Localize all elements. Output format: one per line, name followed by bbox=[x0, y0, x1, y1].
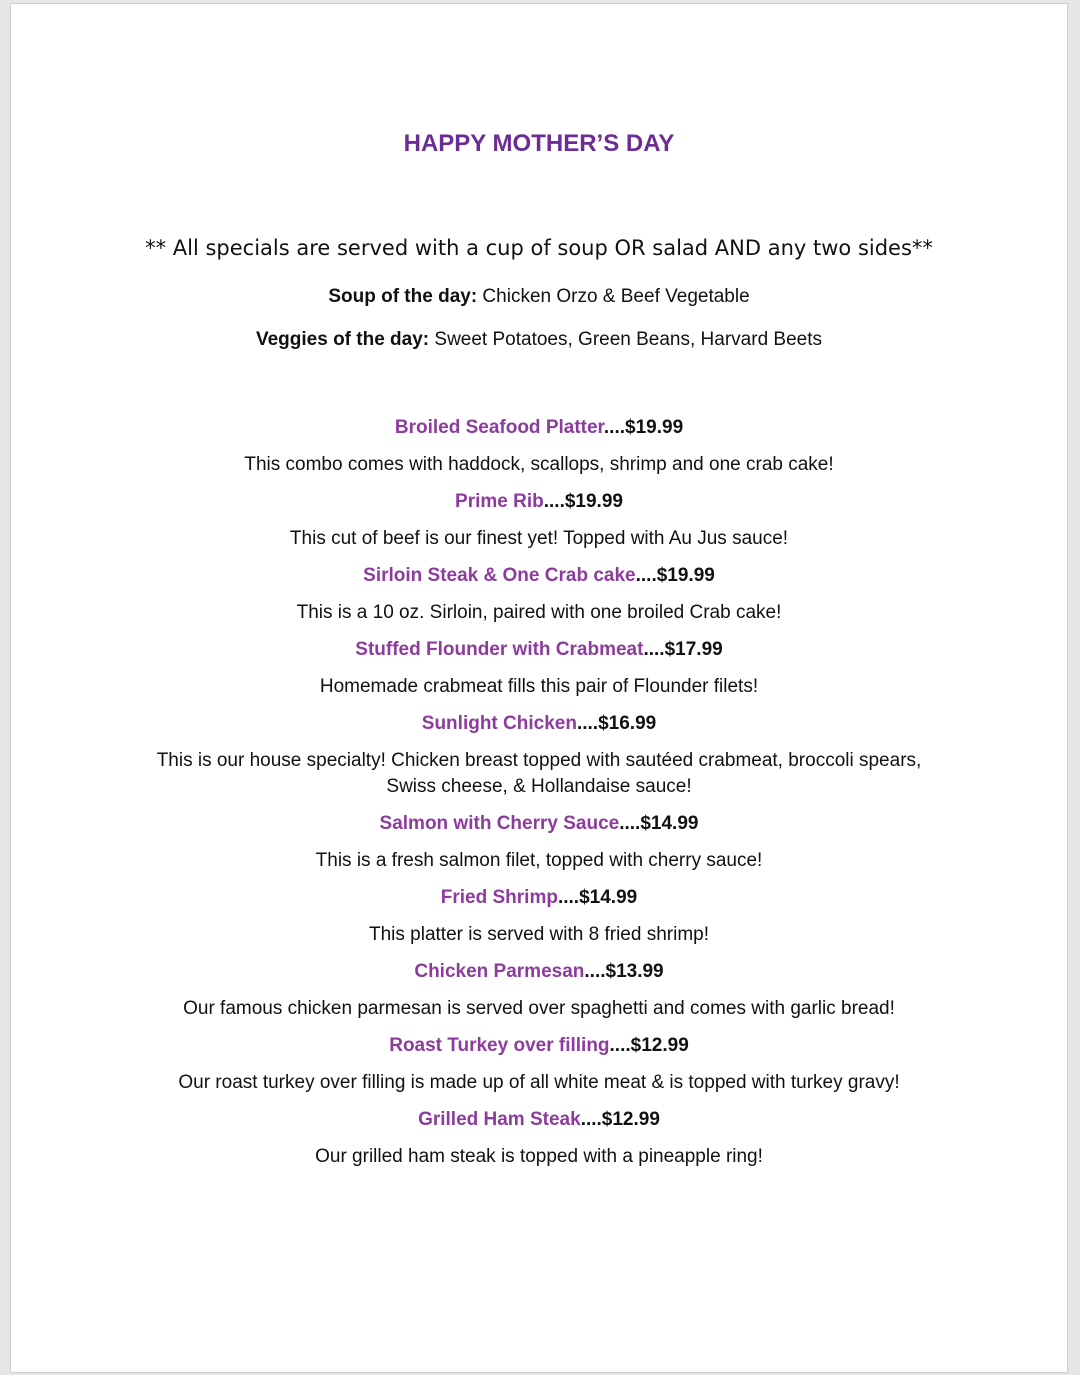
item-description: This combo comes with haddock, scallops, shrimp and one crab cake! bbox=[244, 454, 834, 475]
menu-item bbox=[11, 957, 1067, 1022]
menu-item bbox=[11, 883, 1067, 948]
item-name: Stuffed Flounder with Crabmeat bbox=[355, 639, 644, 660]
item-name: Salmon with Cherry Sauce bbox=[379, 813, 620, 834]
item-name: Chicken Parmesan bbox=[414, 961, 585, 982]
item-title bbox=[11, 957, 1067, 987]
item-title bbox=[11, 635, 1067, 665]
item-title bbox=[11, 1105, 1067, 1135]
item-name: Prime Rib bbox=[455, 491, 544, 512]
menu-item bbox=[11, 809, 1067, 874]
veggies-label: Veggies of the day: bbox=[255, 329, 430, 350]
item-title bbox=[11, 413, 1067, 443]
specials-note: ** All specials are served with a cup of soup OR salad AND any two sides** bbox=[145, 236, 933, 260]
soup-value: Chicken Orzo & Beef Vegetable bbox=[477, 286, 750, 307]
item-description: This is our house specialty! Chicken breast topped with sautéed crabmeat, broccoli spears, Swiss cheese, & Hollandaise sauce! bbox=[156, 750, 922, 797]
item-price: ....$13.99 bbox=[584, 961, 664, 982]
menu-item bbox=[11, 709, 1067, 800]
item-price: ....$12.99 bbox=[580, 1109, 660, 1130]
item-title bbox=[11, 709, 1067, 739]
item-price: ....$14.99 bbox=[557, 887, 638, 908]
item-title bbox=[11, 487, 1067, 517]
menu-item bbox=[11, 1105, 1067, 1170]
item-title bbox=[11, 561, 1067, 591]
menu-item bbox=[11, 561, 1067, 626]
item-price: ....$19.99 bbox=[603, 417, 684, 438]
item-description: This is a 10 oz. Sirloin, paired with one broiled Crab cake! bbox=[296, 602, 782, 623]
veggies-of-the-day bbox=[11, 329, 1067, 351]
item-description: This platter is served with 8 fried shrimp! bbox=[368, 924, 709, 945]
soup-label: Soup of the day: bbox=[328, 286, 478, 307]
item-price: ....$12.99 bbox=[609, 1035, 689, 1056]
menu-item bbox=[11, 487, 1067, 552]
item-description: Our grilled ham steak is topped with a pineapple ring! bbox=[315, 1146, 763, 1167]
item-description: Our famous chicken parmesan is served over spaghetti and comes with garlic bread! bbox=[183, 998, 895, 1019]
page-title: HAPPY MOTHER’S DAY bbox=[403, 130, 675, 157]
menu-item bbox=[11, 413, 1067, 478]
item-name: Sirloin Steak & One Crab cake bbox=[363, 565, 636, 586]
menu-item bbox=[11, 635, 1067, 700]
item-description: Homemade crabmeat fills this pair of Flounder filets! bbox=[319, 676, 759, 697]
item-description: Our roast turkey over filling is made up of all white meat & is topped with turkey gravy! bbox=[178, 1072, 900, 1093]
item-price: ....$19.99 bbox=[543, 491, 623, 512]
item-price: ....$19.99 bbox=[635, 565, 715, 586]
menu-page bbox=[10, 3, 1068, 1373]
item-name: Grilled Ham Steak bbox=[418, 1109, 581, 1130]
item-title bbox=[11, 809, 1067, 839]
veggies-value: Sweet Potatoes, Green Beans, Harvard Beets bbox=[429, 329, 823, 350]
item-name: Sunlight Chicken bbox=[421, 713, 577, 734]
item-description: This cut of beef is our finest yet! Topped with Au Jus sauce! bbox=[289, 528, 789, 549]
item-name: Roast Turkey over filling bbox=[389, 1035, 610, 1056]
item-name: Broiled Seafood Platter bbox=[394, 417, 604, 438]
item-description: This is a fresh salmon filet, topped with cherry sauce! bbox=[315, 850, 763, 871]
item-name: Fried Shrimp bbox=[440, 887, 558, 908]
soup-of-the-day bbox=[11, 286, 1067, 308]
item-title bbox=[11, 883, 1067, 913]
item-price: ....$17.99 bbox=[643, 639, 723, 660]
specials-menu bbox=[11, 413, 1067, 1179]
item-title bbox=[11, 1031, 1067, 1061]
item-price: ....$14.99 bbox=[619, 813, 699, 834]
item-price: ....$16.99 bbox=[576, 713, 657, 734]
menu-item bbox=[11, 1031, 1067, 1096]
